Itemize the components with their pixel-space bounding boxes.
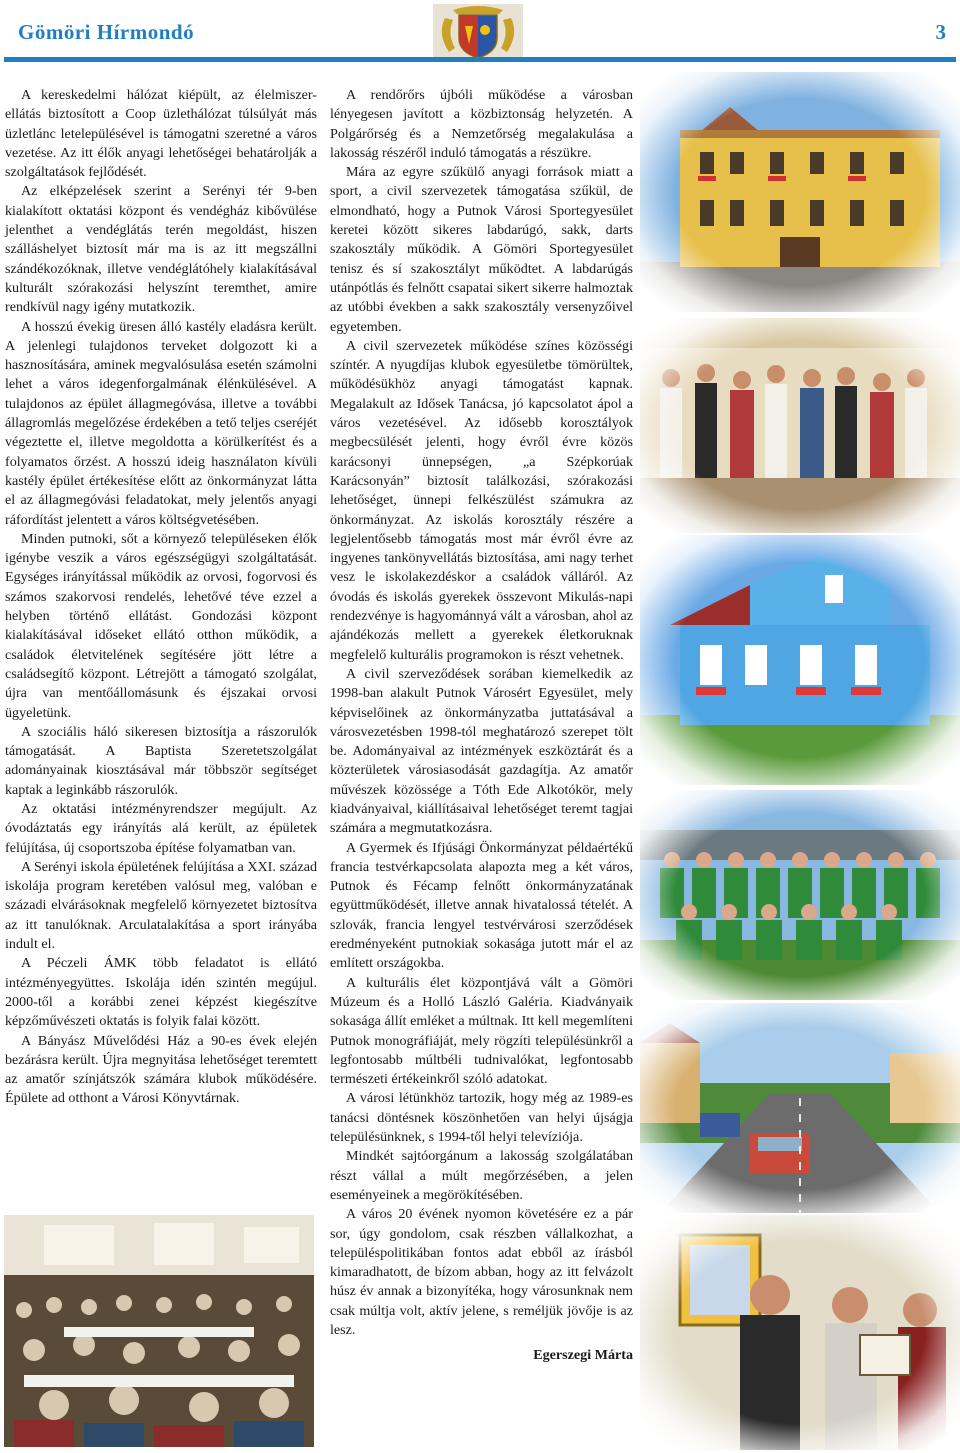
paragraph: A város 20 évének nyomon követésére ez a pár sor, úgy gondolom, csak részben vállalkozhat, a településpolitikában fontos adat ebből az írásból kimaradhatott, de bízom abban, hogy az itt felvázolt húsz év annak a bizonyítéka, hogy városunknak nem csak múltja volt, aktív jelene, s reméljük jövője is az lesz. — [330, 1206, 633, 1338]
yellow-building-icon — [640, 72, 960, 312]
town-hall-photo — [640, 72, 960, 312]
paragraph: Mára az egyre szűkülő anyagi források miatt a sport, a civil szervezetek támogatása szűkül, de elmondható, hogy a Putnok Városi Sportegyesület keretei között sikeres labdarúgó, sakk, darts szakosztály működik. A Gömöri Sportegyesület tenisz és sí szakosztályt működtet. A labdarúgás utánpótlás és felnőtt csapatai sikert sikerre halmoztak az utóbbi években a sakk szakosztály versenyzőivel egyetemben. — [330, 164, 633, 335]
paragraph: A civil szerveződések sorában kiemelkedik az 1998-ban alakult Putnok Városért Egyesület, mely képviselőinek az önkormányzatba juttatásával a városvezetésben 1998-tól meghatározó szerepet tölt be. Adományaival az intézmények eszköztárát és a közterületek városiasodását gazdagítja. Az amatőr művészek közössége a Tóth Ede Alkotókör, mely kiadványaival, kiállításaival lehetőséget teremt tagjai számára a megmutatkozásra. — [330, 665, 633, 837]
paragraph: A városi létünkhöz tartozik, hogy még az 1989-es tanácsi döntésnek köszönhetően van helyi újságja településünknek, s 1994-től helyi televíziója. — [330, 1090, 633, 1146]
paragraph: A Bányász Művelődési Ház a 90-es évek elején bezárásra került. Újra megnyitása lehetőséget teremtett az amatőr színjátszók számára klubok működésére. Épülete ad otthont a Városi Könyvtárnak. — [5, 1032, 317, 1107]
right-column — [330, 86, 633, 1366]
paragraph: A civil szervezetek működése színes közösségi színtér. A nyugdíjas klubok egyesületbe tömörültek, működésükhöz anyagi támogatást kapnak. Megalakult az Idősek Tanácsa, jó kapcsolatot ápol a város vezetésével. Az idősebb korosztályok megbecsülését jelenti, hogy évről évre közös karácsonyi ünnepségen, „a Szépkorúak Karácsonyán” biztosít találkozási, szórakozási lehetőséget, ünnepi felkészülést számukra az önkormányzat. Az iskolás korosztály részére a legjelentősebb támogatás most már évről évre az ingyenes tankönyvellátás biztosítása, ami nagy terhet vesz le iskolakezdéskor a családok válláról. Az óvodás és iskolás gyerekek összevont Mikulás-napi rendezvénye is hagyománnyá vált a városban, ahol az ajándékozás mellett a gyerekek életkoruknak megfelelő kulturális programokon is részt vehetnek. — [330, 337, 633, 663]
publication-title: Gömöri Hírmondó — [18, 20, 195, 44]
paragraph: Az elképzelések szerint a Serényi tér 9-ben kialakított oktatási központ és vendégház kibővülése jelenthet a vendéglátás terén megoldást, hiszen szálláshelyet biztosít már ma is az itt megszállni szándékozóknak, illetve vendéglátóhely kialakításával kulturált szórakozási helyszínt teremthet, amire rendkívül nagy igény mutatkozik. — [5, 183, 317, 316]
seniors-event-photo — [4, 1215, 314, 1447]
folk-dancers-photo — [640, 318, 960, 533]
people-with-frame-icon — [640, 1215, 960, 1450]
paragraph: A Serényi iskola épületének felújítása a XXI. század iskolája program keretében valósul meg, valóban e századi elvárásoknak megfelelő környezetet biztosítva az itt tanulóknak. Arculatalakítása a sport irányába indult el. — [5, 858, 317, 953]
paragraph: Az oktatási intézményrendszer megújult. Az óvodáztatás egy irányítás alá került, az épületek felújítása, új csoportszoba építése folyamatban van. — [5, 800, 317, 856]
blue-house-photo — [640, 535, 960, 785]
paragraph: A Gyermek és Ifjúsági Önkormányzat példaértékű francia testvérkapcsolata alapozta meg a két város, Putnok és Fécamp felnőtt önkormányzatának együttműködését, illetve annak hivatalossá tételét. A szlovák, francia lengyel testvérvárosi szerződések eredményeként putnokiak sokasága jutott már el az említett országokba. — [330, 839, 633, 972]
paragraph: A hosszú évekig üresen álló kastély eladásra került. A jelenlegi tulajdonos terveket dolgozott ki a hasznosítására, aminek megvalósulása esetén számolni lehet a város idegenforgalmának élénkülésével. A tulajdonos az épület állagmegóvása, illetve a további állagromlás megelőzése érdekében a tető teljes cseréjét végeztette el, illetve megoldotta a körülkerítést és a folyamatos őrzést. A hosszú ideig használaton kívüli kastély épület értékesítése előtt az önkormányzat látta el az állagmegóvási feladatokat, mely jelentős anyagi ráfordítást jelentett a város költségvetésében. — [5, 318, 317, 528]
page-number: 3 — [935, 20, 946, 44]
coat-of-arms-icon — [433, 4, 523, 62]
header-rule — [4, 57, 956, 62]
crowd-hall-icon — [4, 1215, 314, 1447]
team-group-icon — [640, 790, 960, 1000]
paragraph: A rendőrőrs újbóli működése a városban lényegesen javított a közbiztonság helyzetén. A Polgárőrség és a Nemzetőrség megalakulása a lakosság részéről induló támogatás a részükre. — [330, 87, 633, 161]
stage-performers-icon — [640, 318, 960, 533]
paragraph: A szociális háló sikeresen biztosítja a rászorulók támogatását. A Baptista Szeretetszolgálat adományainak kiosztásával már többször segítséget kaptak a leginkább rászorulók. — [5, 723, 317, 798]
award-ceremony-photo — [640, 1215, 960, 1450]
road-with-cars-icon — [640, 1003, 960, 1213]
blue-building-icon — [640, 535, 960, 785]
street-photo — [640, 1003, 960, 1213]
author-signature: Egerszegi Márta — [533, 1347, 633, 1364]
paragraph: A kereskedelmi hálózat kiépült, az élelmiszer-ellátás biztosított a Coop üzlethálózat túlsúlyát más üzletlánc letelepülésével is támogatni szeretné a város vezetése. Az itt élők anyagi lehetőségei behatárolják a szolgáltatások fejlődését. — [5, 87, 317, 181]
paragraph: A Péczeli ÁMK több feladatot is ellátó intézményegyüttes. Iskolája idén szintén megújul. 2000-től a korábbi zenei képzést kiegészítve képzőművészeti oktatás is folyik falai között. — [5, 955, 317, 1030]
paragraph: Mindkét sajtóorgánum a lakosság szolgálatában részt vállal a múlt megőrzésében, a jelen eseményeinek a megörökítésében. — [330, 1148, 633, 1203]
paragraph: Minden putnoki, sőt a környező településeken élők igénybe veszik a város egészségügyi szolgáltatását. Egységes irányítással működik az orvosi, fogorvosi és számos szakorvosi rendelés, lehetővé téve ezzel a helyben történő ellátást. Gondozási központ kialakításával időseket ellátó otthon működik, a családok életvitelének segítésére jött létre a családsegítő központ. Létrejött a támogató szolgálat, újra van mentőállomásunk és éjszakai orvosi ügyeletünk. — [5, 530, 317, 721]
football-team-photo — [640, 790, 960, 1000]
paragraph: A kulturális élet központjává vált a Gömöri Múzeum és a Holló László Galéria. Kiadványaik sokasága állít emléket a múltnak. Itt kell megemlíteni Putnok monográfiáját, mely rögzíti településünkről a legfontosabb múltbéli tudnivalókat, legfontosabb természeti értékeinkről szóló adatokat. — [330, 974, 633, 1088]
left-column — [5, 86, 317, 1109]
masthead — [0, 0, 960, 70]
